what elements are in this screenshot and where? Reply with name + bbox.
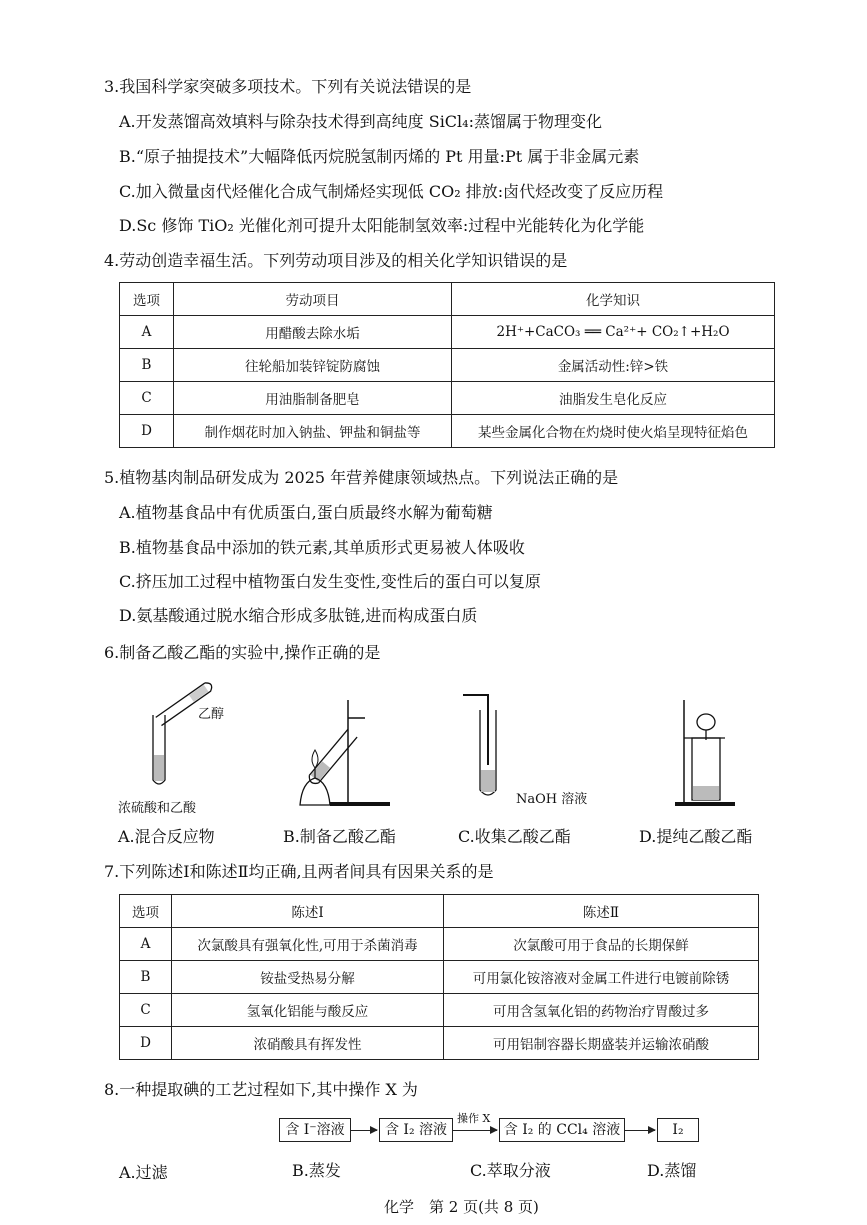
- table-header-cell: 劳动项目: [174, 283, 452, 316]
- q8-option-c: C.萃取分液: [470, 1161, 551, 1180]
- q5-option-d: D.氨基酸通过脱水缩合形成多肽链,进而构成蛋白质: [119, 606, 478, 625]
- table-cell: D: [120, 415, 174, 448]
- table-cell: 某些金属化合物在灼烧时使火焰呈现特征焰色: [452, 415, 775, 448]
- table-header-cell: 选项: [120, 895, 172, 928]
- table-cell: 可用氯化铵溶液对金属工件进行电镀前除锈: [444, 961, 759, 994]
- table-cell: D: [120, 1027, 172, 1060]
- table-cell: 可用含氢氧化铝的药物治疗胃酸过多: [444, 994, 759, 1027]
- table-row: [120, 382, 775, 415]
- table-row: [120, 1027, 759, 1060]
- label-naoh: NaOH 溶液: [516, 792, 588, 807]
- flow-step-iodine-solution: 含 I₂ 溶液: [379, 1118, 453, 1142]
- flow-arrow: [351, 1130, 377, 1131]
- flow-step-iodine: I₂: [657, 1118, 699, 1142]
- table-header-row: [120, 895, 759, 928]
- table-header-row: [120, 283, 775, 316]
- apparatus-a-diagram: [115, 680, 235, 810]
- q6-caption-d: D.提纯乙酸乙酯: [639, 827, 753, 846]
- table-row: [120, 316, 775, 349]
- q8-option-a: A.过滤: [119, 1163, 168, 1182]
- q4-stem: 4.劳动创造幸福生活。下列劳动项目涉及的相关化学知识错误的是: [104, 251, 568, 270]
- table-cell: 2H⁺+CaCO₃ ══ Ca²⁺+ CO₂↑+H₂O: [452, 316, 775, 349]
- table-cell: A: [120, 316, 174, 349]
- table-cell: 用油脂制备肥皂: [174, 382, 452, 415]
- q6-caption-c: C.收集乙酸乙酯: [458, 827, 571, 846]
- table-header-cell: 陈述Ⅰ: [172, 895, 444, 928]
- table-header-cell: 化学知识: [452, 283, 775, 316]
- q3-option-a: A.开发蒸馏高效填料与除杂技术得到高纯度 SiCl₄:蒸馏属于物理变化: [119, 112, 602, 131]
- q5-option-a: A.植物基食品中有优质蛋白,蛋白质最终水解为葡萄糖: [119, 503, 493, 522]
- q5-option-c: C.挤压加工过程中植物蛋白发生变性,变性后的蛋白可以复原: [119, 572, 541, 591]
- table-cell: 次氯酸可用于食品的长期保鲜: [444, 928, 759, 961]
- q6-caption-a: A.混合反应物: [118, 827, 215, 846]
- table-cell: C: [120, 994, 172, 1027]
- q3-stem: 3.我国科学家突破多项技术。下列有关说法错误的是: [104, 77, 472, 96]
- apparatus-d-diagram: [670, 690, 745, 810]
- table-row: [120, 928, 759, 961]
- q3-option-c: C.加入微量卤代烃催化合成气制烯烃实现低 CO₂ 排放:卤代烃改变了反应历程: [119, 182, 664, 201]
- q5-stem: 5.植物基肉制品研发成为 2025 年营养健康领域热点。下列说法正确的是: [104, 468, 619, 487]
- flow-arrow: [625, 1130, 655, 1131]
- table-cell: 往轮船加装锌锭防腐蚀: [174, 349, 452, 382]
- q8-stem: 8.一种提取碘的工艺过程如下,其中操作 X 为: [104, 1080, 418, 1099]
- q8-option-b: B.蒸发: [292, 1161, 341, 1180]
- table-cell: 浓硝酸具有挥发性: [172, 1027, 444, 1060]
- table-cell: 金属活动性:锌>铁: [452, 349, 775, 382]
- table-row: [120, 415, 775, 448]
- table-row: [120, 349, 775, 382]
- apparatus-b-diagram: [290, 690, 400, 815]
- label-acid-mix: 浓硫酸和乙酸: [118, 801, 197, 816]
- q3-option-b: B.“原子抽提技术”大幅降低丙烷脱氢制丙烯的 Pt 用量:Pt 属于非金属元素: [119, 147, 640, 166]
- flow-step-iodide-solution: 含 I⁻溶液: [279, 1118, 351, 1142]
- q4-table: [119, 282, 775, 448]
- table-cell: 用醋酸去除水垢: [174, 316, 452, 349]
- table-cell: A: [120, 928, 172, 961]
- q7-stem: 7.下列陈述Ⅰ和陈述Ⅱ均正确,且两者间具有因果关系的是: [104, 862, 494, 881]
- label-ethanol: 乙醇: [198, 707, 225, 722]
- table-header-cell: 陈述Ⅱ: [444, 895, 759, 928]
- q6-stem: 6.制备乙酸乙酯的实验中,操作正确的是: [104, 643, 381, 662]
- flow-step-ccl4-solution: 含 I₂ 的 CCl₄ 溶液: [499, 1118, 625, 1142]
- table-cell: C: [120, 382, 174, 415]
- q3-option-d: D.Sc 修饰 TiO₂ 光催化剂可提升太阳能制氢效率:过程中光能转化为化学能: [119, 216, 645, 235]
- operation-x-label: 操作 X: [457, 1112, 491, 1125]
- q8-option-d: D.蒸馏: [647, 1161, 697, 1180]
- table-cell: 次氯酸具有强氧化性,可用于杀菌消毒: [172, 928, 444, 961]
- table-cell: 油脂发生皂化反应: [452, 382, 775, 415]
- table-cell: B: [120, 961, 172, 994]
- q6-caption-b: B.制备乙酸乙酯: [283, 827, 396, 846]
- table-header-cell: 选项: [120, 283, 174, 316]
- q5-option-b: B.植物基食品中添加的铁元素,其单质形式更易被人体吸收: [119, 538, 525, 557]
- table-cell: 可用铝制容器长期盛装并运输浓硝酸: [444, 1027, 759, 1060]
- page-footer: 化学 第 2 页(共 8 页): [384, 1198, 539, 1216]
- table-cell: 制作烟花时加入钠盐、钾盐和铜盐等: [174, 415, 452, 448]
- table-row: [120, 961, 759, 994]
- table-cell: 铵盐受热易分解: [172, 961, 444, 994]
- table-cell: 氢氧化铝能与酸反应: [172, 994, 444, 1027]
- q7-table: [119, 894, 759, 1060]
- table-row: [120, 994, 759, 1027]
- table-cell: B: [120, 349, 174, 382]
- flow-arrow-operation-x: [453, 1130, 497, 1131]
